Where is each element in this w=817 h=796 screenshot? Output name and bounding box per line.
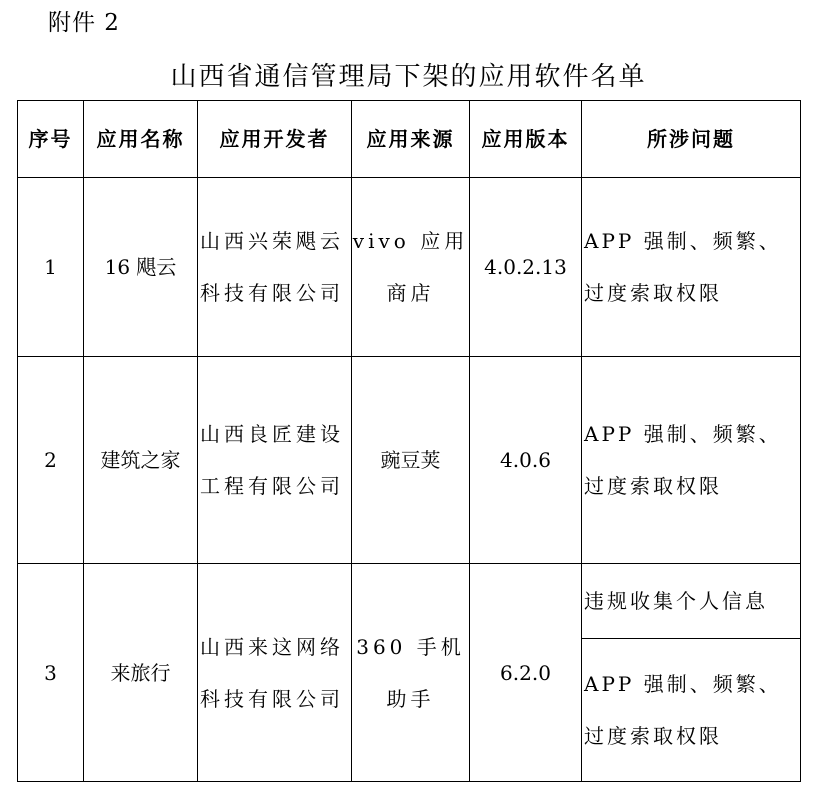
row-version: 4.0.6 — [470, 357, 582, 564]
table-row — [18, 178, 801, 357]
row-developer: 山西兴荣飓云科技有限公司 — [198, 178, 352, 357]
header-source: 应用来源 — [352, 101, 470, 178]
row-index: 1 — [18, 178, 84, 357]
row-issue: APP 强制、频繁、过度索取权限 — [582, 178, 801, 357]
row-index: 3 — [18, 564, 84, 782]
header-app-name: 应用名称 — [84, 101, 198, 178]
row-developer: 山西来这网络科技有限公司 — [198, 564, 352, 782]
row-issue: APP 强制、频繁、过度索取权限 — [582, 639, 801, 782]
row-app-name: 来旅行 — [84, 564, 198, 782]
row-developer: 山西良匠建设工程有限公司 — [198, 357, 352, 564]
row-index: 2 — [18, 357, 84, 564]
table-row — [18, 357, 801, 564]
row-source: vivo 应用商店 — [352, 178, 470, 357]
row-issue: APP 强制、频繁、过度索取权限 — [582, 357, 801, 564]
header-issues: 所涉问题 — [582, 101, 801, 178]
header-version: 应用版本 — [470, 101, 582, 178]
row-source: 豌豆荚 — [352, 357, 470, 564]
row-version: 6.2.0 — [470, 564, 582, 782]
header-developer: 应用开发者 — [198, 101, 352, 178]
row-source: 360 手机助手 — [352, 564, 470, 782]
row-version: 4.0.2.13 — [470, 178, 582, 357]
app-removal-table — [17, 100, 801, 782]
row-app-name: 建筑之家 — [84, 357, 198, 564]
header-index: 序号 — [18, 101, 84, 178]
document-title: 山西省通信管理局下架的应用软件名单 — [170, 62, 647, 92]
row-issue: 违规收集个人信息 — [582, 564, 801, 639]
row-app-name: 16 飓云 — [84, 178, 198, 357]
table-header-row — [18, 101, 801, 178]
attachment-label: 附件 2 — [48, 10, 120, 36]
table-row — [18, 564, 801, 639]
